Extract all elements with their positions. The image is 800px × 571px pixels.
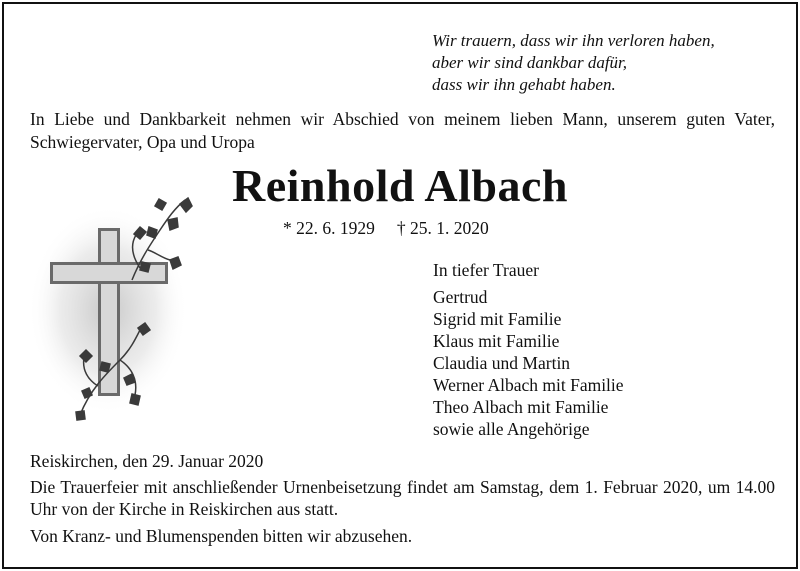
- mourner-name: Werner Albach mit Familie: [433, 375, 624, 395]
- motto-line: Wir trauern, dass wir ihn verloren haben,: [432, 31, 715, 50]
- ceremony-info: Die Trauerfeier mit anschließender Urnenbeisetzung findet am Samstag, dem 1. Februar 2020, um 14.00 Uhr von der Kirche in Reiskirchen aus statt.: [30, 477, 775, 519]
- life-dates: [283, 218, 489, 239]
- mourner-name: Theo Albach mit Familie: [433, 397, 609, 417]
- footer-block: [30, 450, 775, 547]
- death-date: † 25. 1. 2020: [396, 218, 489, 238]
- mourner-name: Claudia und Martin: [433, 353, 571, 373]
- mourner-name: sowie alle Angehörige: [433, 419, 590, 439]
- mourner-name: Klaus mit Familie: [433, 331, 560, 351]
- intro-text: In Liebe und Dankbarkeit nehmen wir Abschied von meinem lieben Mann, unserem guten Vater, Schwiegervater, Opa und Uropa: [30, 109, 775, 152]
- place-date: Reiskirchen, den 29. Januar 2020: [30, 451, 264, 471]
- mourner-name: Gertrud: [433, 287, 488, 307]
- mourners-heading: In tiefer Trauer: [433, 260, 539, 280]
- motto-quote: [432, 30, 715, 96]
- birth-date: * 22. 6. 1929: [283, 218, 375, 238]
- deceased-name: Reinhold Albach: [232, 160, 568, 211]
- cross-with-ivy-icon: [20, 190, 210, 422]
- mourners-block: [433, 259, 624, 440]
- flower-request: Von Kranz- und Blumenspenden bitten wir abzusehen.: [30, 526, 413, 546]
- motto-line: dass wir ihn gehabt haben.: [432, 75, 616, 94]
- mourner-name: Sigrid mit Familie: [433, 309, 562, 329]
- motto-line: aber wir sind dankbar dafür,: [432, 53, 628, 72]
